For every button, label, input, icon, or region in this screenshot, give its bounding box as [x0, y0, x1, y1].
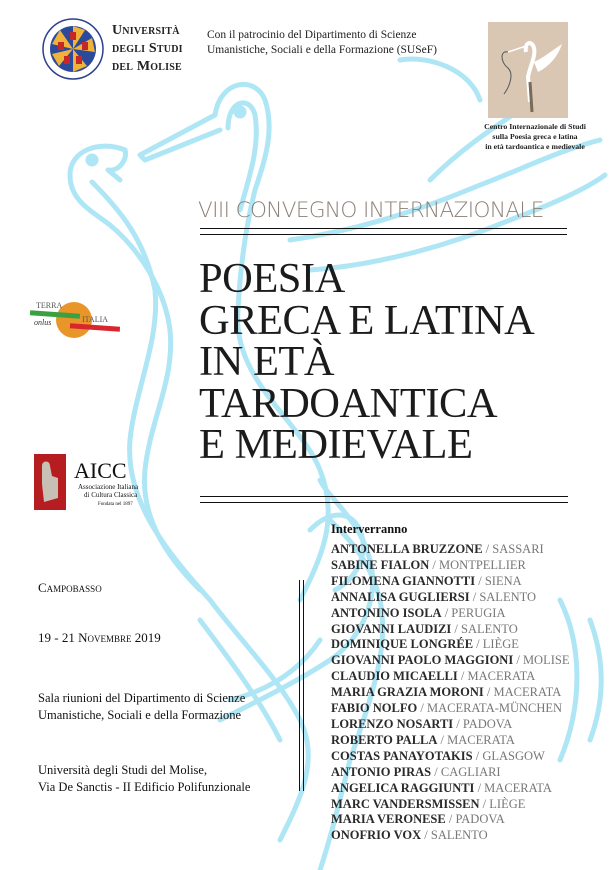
conference-main-title	[199, 255, 535, 468]
speaker-affiliation: SASSARI	[492, 542, 544, 556]
speaker-separator: /	[441, 605, 452, 620]
svg-text:onlus: onlus	[34, 318, 52, 327]
speaker-item	[331, 622, 569, 638]
speaker-item	[331, 701, 569, 717]
svg-text:Associazione Italiana: Associazione Italiana	[78, 483, 139, 491]
speaker-name: DOMINIQUE LONGRÉE	[331, 637, 474, 652]
speaker-separator: /	[429, 557, 440, 572]
svg-text:AICC: AICC	[74, 458, 127, 483]
event-dates	[38, 630, 161, 646]
speaker-separator: /	[479, 796, 490, 811]
speaker-item	[331, 574, 569, 590]
speaker-item	[331, 781, 569, 797]
speaker-item	[331, 828, 569, 844]
event-city: Campobasso	[38, 580, 102, 595]
speaker-name: FILOMENA GIANNOTTI	[331, 573, 476, 588]
speaker-separator: /	[453, 716, 463, 731]
speaker-item	[331, 749, 569, 765]
speaker-name: ROBERTO PALLA	[331, 732, 438, 747]
title-rule-bottom-1	[200, 496, 568, 497]
address-line-1: Università degli Studi del Molise,	[38, 763, 208, 777]
speakers-list	[331, 522, 569, 844]
centro-caption	[470, 122, 600, 152]
speaker-separator: /	[431, 764, 441, 779]
speaker-item	[331, 653, 569, 669]
aicc-logo-icon	[34, 454, 149, 512]
speaker-name: ANNALISA GUGLIERSI	[331, 589, 470, 604]
speaker-affiliation: MACERATA	[493, 685, 562, 700]
speaker-affiliation: PADOVA	[455, 812, 505, 827]
speaker-name: ONOFRIO VOX	[331, 828, 422, 843]
venue-line-1: Sala riunioni del Dipartimento di Scienze	[38, 691, 246, 705]
speaker-name: SABINE FIALON	[331, 557, 430, 572]
patronage-text	[207, 28, 437, 58]
speaker-separator: /	[469, 589, 480, 604]
event-venue	[38, 690, 245, 724]
speaker-name: CLAUDIO MICAELLI	[331, 669, 458, 684]
university-name-line-3: del Molise	[112, 59, 182, 74]
speaker-name: LORENZO NOSARTI	[331, 716, 454, 731]
speaker-affiliation: MOLISE	[522, 653, 570, 668]
svg-text:di Cultura Classica: di Cultura Classica	[84, 491, 138, 499]
title-line-1: POESIA	[199, 255, 345, 302]
dates-days: 19 - 21	[38, 630, 79, 645]
speaker-item	[331, 765, 569, 781]
speaker-separator: /	[457, 669, 468, 684]
speaker-affiliation: PADOVA	[462, 716, 513, 731]
speaker-name: GIOVANNI LAUDIZI	[331, 621, 452, 636]
speaker-item	[331, 717, 569, 733]
terra-italia-logo-icon	[30, 298, 122, 340]
speaker-item	[331, 606, 569, 622]
speaker-affiliation: SIENA	[484, 573, 522, 588]
speaker-name: ANTONINO ISOLA	[331, 605, 442, 620]
speaker-separator: /	[513, 653, 523, 668]
speaker-item	[331, 685, 569, 701]
speaker-affiliation: SALENTO	[461, 621, 518, 636]
speaker-name: ANGELICA RAGGIUNTI	[331, 780, 475, 795]
speaker-item	[331, 558, 569, 574]
dates-month: Novembre	[78, 630, 132, 645]
speaker-separator: /	[451, 621, 462, 636]
speaker-item	[331, 542, 569, 558]
speaker-separator: /	[421, 828, 431, 843]
speaker-separator: /	[483, 685, 494, 700]
speaker-item	[331, 637, 569, 653]
university-name-line-1: Università	[112, 23, 180, 38]
speaker-separator: /	[472, 748, 483, 763]
speaker-name: MARC VANDERSMISSEN	[331, 796, 480, 811]
patronage-line-1: Con il patrocinio del Dipartimento di Scienze	[207, 29, 417, 41]
column-divider-2	[303, 580, 304, 791]
speaker-item	[331, 669, 569, 685]
event-address	[38, 762, 250, 796]
speaker-separator: /	[482, 542, 493, 556]
speaker-separator: /	[473, 637, 483, 652]
speaker-affiliation: MACERATA-MÜNCHEN	[426, 701, 563, 716]
speaker-item	[331, 812, 569, 828]
speaker-name: MARIA VERONESE	[331, 812, 446, 827]
svg-text:ITALIA: ITALIA	[82, 315, 109, 324]
speaker-affiliation: MONTPELLIER	[439, 557, 526, 572]
conference-series-title: VIII CONVEGNO INTERNAZIONALE	[198, 198, 544, 223]
speaker-item	[331, 733, 569, 749]
speaker-separator: /	[437, 732, 448, 747]
speaker-name: COSTAS PANAYOTAKIS	[331, 748, 473, 763]
title-line-3: IN ETÀ	[199, 338, 335, 385]
speaker-affiliation: PERUGIA	[451, 605, 506, 620]
speaker-item	[331, 797, 569, 813]
title-rule-top-2	[200, 234, 567, 235]
speaker-affiliation: GLASGOW	[482, 748, 545, 763]
dates-year: 2019	[131, 630, 161, 645]
speaker-affiliation: MACERATA	[484, 780, 552, 795]
speaker-affiliation: MACERATA	[467, 669, 536, 684]
speaker-item	[331, 590, 569, 606]
speaker-separator: /	[417, 701, 427, 716]
speaker-separator: /	[474, 780, 485, 795]
centro-caption-line-3: in età tardoantica e medievale	[485, 142, 585, 151]
speaker-affiliation: SALENTO	[430, 828, 488, 843]
title-line-2: GRECA E LATINA	[199, 296, 535, 344]
venue-line-2: Umanistiche, Sociali e della Formazione	[38, 708, 242, 722]
speakers-heading: Interverranno	[331, 522, 408, 536]
title-rule-top-1	[200, 228, 567, 229]
address-line-2: Via De Sanctis - II Edificio Polifunzionale	[38, 780, 251, 794]
column-divider-1	[299, 580, 300, 791]
speaker-affiliation: MACERATA	[447, 732, 515, 747]
speaker-name: ANTONELLA BRUZZONE	[331, 542, 483, 556]
speaker-affiliation: CAGLIARI	[440, 764, 501, 779]
university-seal-icon	[42, 18, 104, 80]
speaker-affiliation: SALENTO	[479, 589, 537, 604]
university-name	[112, 22, 183, 76]
centro-caption-line-2: sulla Poesia greca e latina	[492, 132, 578, 141]
title-line-5: E MEDIEVALE	[199, 421, 473, 468]
speaker-affiliation: LIÈGE	[489, 796, 526, 811]
speaker-separator: /	[475, 573, 485, 588]
speaker-separator: /	[445, 812, 456, 827]
speaker-name: MARIA GRAZIA MORONI	[331, 685, 484, 700]
title-line-4: TARDOANTICA	[199, 379, 498, 427]
centro-heron-logo-icon	[488, 22, 568, 118]
speaker-name: FABIO NOLFO	[331, 701, 418, 716]
university-name-line-2: degli Studi	[112, 41, 183, 56]
patronage-line-2: Umanistiche, Sociali e della Formazione (SUSeF)	[207, 44, 437, 56]
speaker-name: GIOVANNI PAOLO MAGGIONI	[331, 653, 514, 668]
svg-text:Fondata nel 1897: Fondata nel 1897	[98, 502, 133, 507]
speaker-name: ANTONIO PIRAS	[331, 764, 432, 779]
title-rule-bottom-2	[200, 502, 568, 503]
speaker-affiliation: LIÈGE	[482, 637, 519, 652]
svg-text:TERRA: TERRA	[36, 301, 63, 310]
centro-caption-line-1: Centro Internazionale di Studi	[484, 122, 586, 131]
